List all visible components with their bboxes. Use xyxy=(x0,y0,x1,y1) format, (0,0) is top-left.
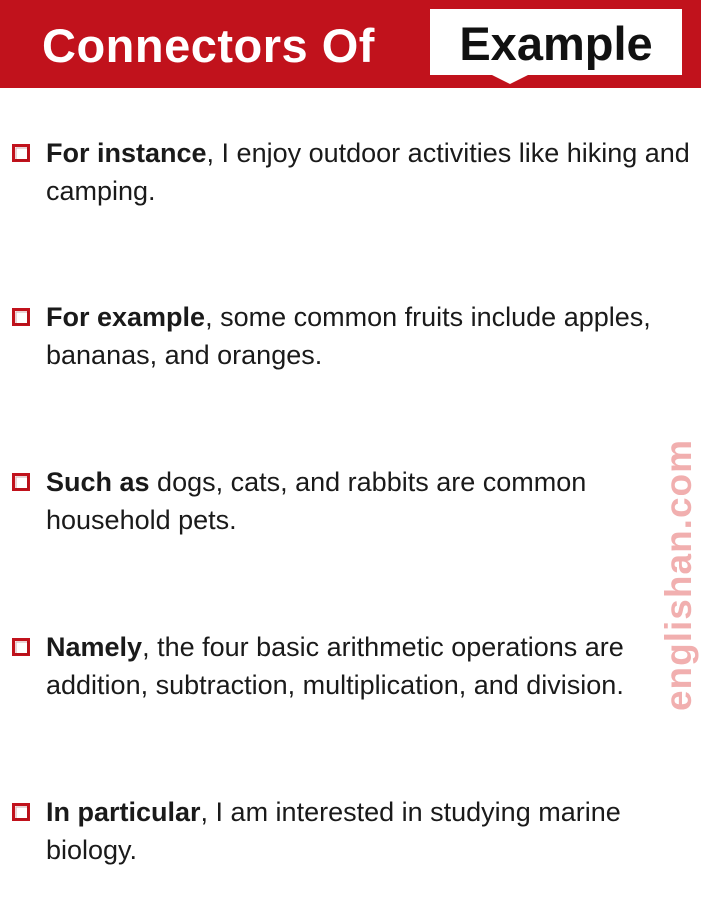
item-keyword: In particular xyxy=(46,797,201,827)
checkbox-icon xyxy=(12,803,30,821)
checkbox-icon xyxy=(12,144,30,162)
title-example: Example xyxy=(459,17,653,70)
item-keyword: Such as xyxy=(46,467,150,497)
item-text xyxy=(46,463,696,539)
item-sentence: , the four basic arithmetic operations are addition, subtraction, multiplication, and division. xyxy=(46,632,624,700)
header-banner xyxy=(0,0,701,88)
checkbox-icon xyxy=(12,638,30,656)
title-connectors-of: Connectors Of xyxy=(42,19,375,72)
checkbox-icon xyxy=(12,308,30,326)
item-keyword: For instance xyxy=(46,138,207,168)
item-text xyxy=(46,134,696,210)
title-box-pointer xyxy=(490,74,530,84)
item-keyword: For example xyxy=(46,302,206,332)
item-sentence: , some common fruits include apples, bananas, and oranges. xyxy=(46,302,651,370)
watermark-text: englishan.com xyxy=(658,438,699,712)
item-sentence: , I am interested in studying marine biology. xyxy=(46,797,621,865)
item-sentence: dogs, cats, and rabbits are common household pets. xyxy=(46,467,587,535)
item-text xyxy=(46,628,696,704)
item-keyword: Namely xyxy=(46,632,143,662)
item-text xyxy=(46,298,696,374)
item-sentence: , I enjoy outdoor activities like hiking and camping. xyxy=(46,138,690,206)
item-text xyxy=(46,793,696,869)
title-box xyxy=(430,9,682,75)
checkbox-icon xyxy=(12,473,30,491)
watermark xyxy=(624,438,701,712)
